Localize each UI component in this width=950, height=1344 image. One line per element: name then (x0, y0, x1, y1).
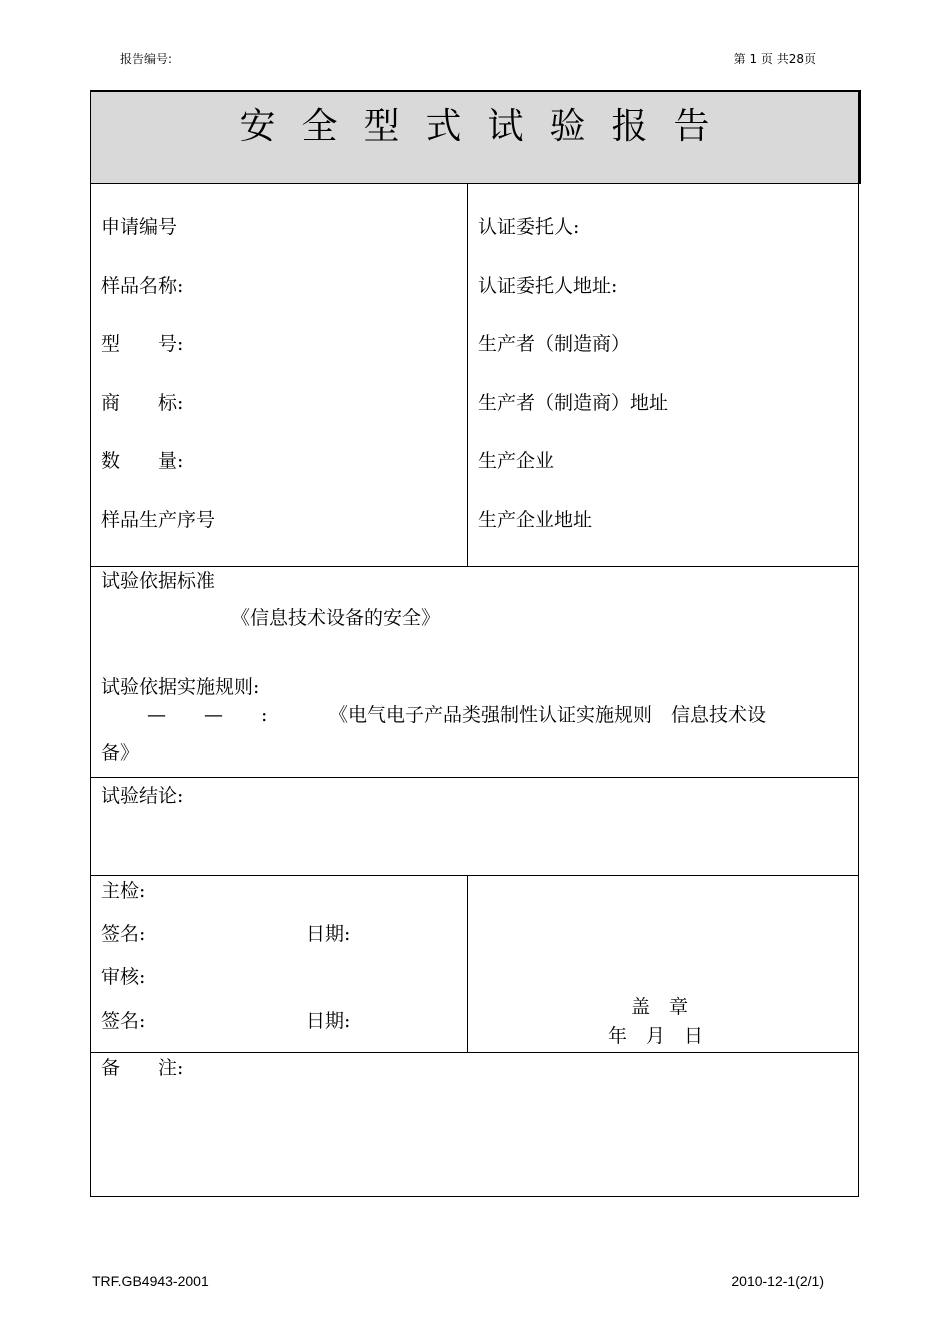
stamp-date: 年 月 日 (608, 1025, 704, 1047)
divider-sign-columns (467, 875, 468, 1052)
inspector-date: 日期: (306, 923, 351, 945)
report-form (90, 90, 859, 1197)
reviewer-signature: 签名: (101, 1010, 146, 1032)
field-quantity: 数 量: (101, 450, 184, 472)
stamp-label: 盖 章 (631, 996, 689, 1018)
reviewer-date: 日期: (306, 1010, 351, 1032)
reviewer-label: 审核: (101, 966, 146, 988)
form-version: 2010-12-1(2/1) (731, 1273, 824, 1289)
conclusion-label: 试验结论: (101, 785, 184, 807)
field-manufacturer-address: 生产者（制造商）地址 (478, 392, 669, 414)
divider-conclusion (91, 777, 858, 778)
inspector-label: 主检: (101, 880, 146, 902)
form-code: TRF.GB4943-2001 (92, 1273, 209, 1289)
title-shadow (858, 90, 861, 184)
field-factory: 生产企业 (478, 450, 555, 472)
field-client-address: 认证委托人地址: (478, 275, 618, 297)
rules-dashes: — — : (147, 704, 268, 726)
rules-text: 《电气电子产品类强制性认证实施规则 信息技术设 (329, 704, 767, 726)
title-band (91, 92, 858, 184)
rules-label: 试验依据实施规则: (101, 676, 260, 698)
page-info: 第 1 页 共28页 (733, 52, 816, 66)
inspector-signature: 签名: (101, 923, 146, 945)
field-client: 认证委托人: (478, 216, 580, 238)
divider-remarks (91, 1052, 858, 1053)
report-number-label: 报告编号: (120, 52, 173, 66)
remarks-label: 备 注: (101, 1057, 184, 1079)
standard-value: 《信息技术设备的安全》 (231, 607, 441, 629)
report-title: 安全型式试验报告 (239, 106, 736, 147)
divider-signature (91, 875, 858, 876)
divider-info-columns (467, 184, 468, 566)
rules-text-continued: 备》 (101, 742, 140, 764)
field-factory-address: 生产企业地址 (478, 509, 593, 531)
field-serial-no: 样品生产序号 (101, 509, 216, 531)
field-trademark: 商 标: (101, 392, 184, 414)
field-manufacturer: 生产者（制造商） (478, 333, 631, 355)
field-application-no: 申请编号 (101, 216, 178, 238)
standard-label: 试验依据标准 (101, 570, 216, 592)
field-sample-name: 样品名称: (101, 275, 184, 297)
field-model: 型 号: (101, 333, 184, 355)
